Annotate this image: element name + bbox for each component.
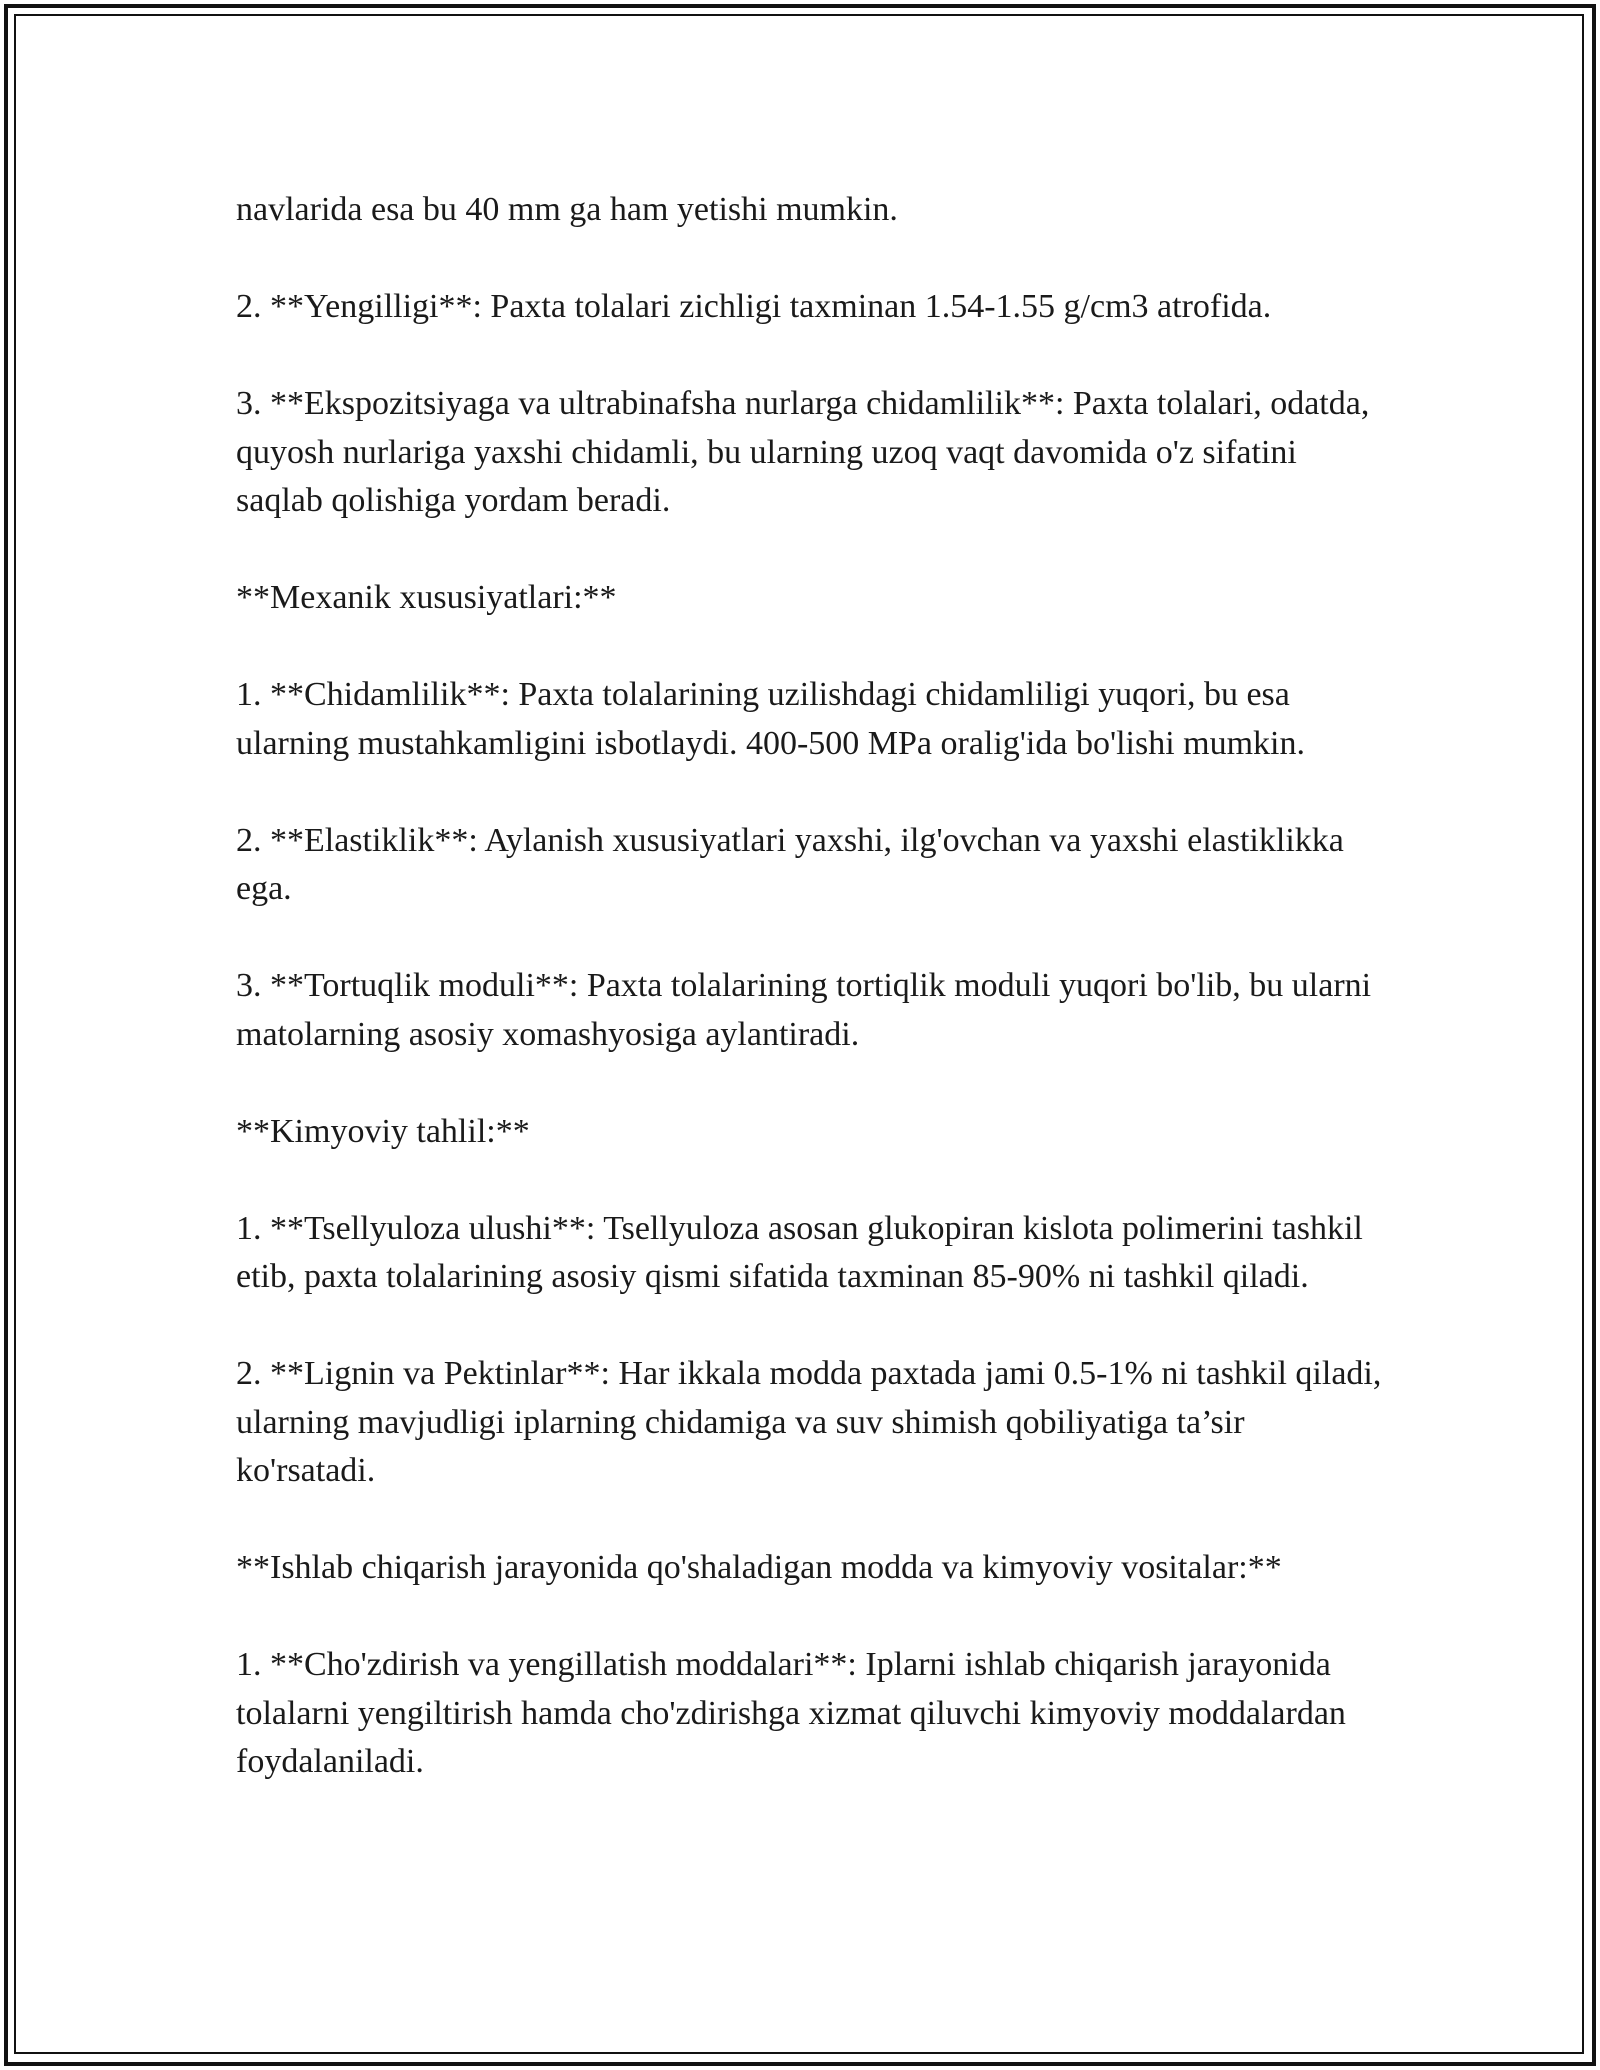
- paragraph-lightness: 2. **Yengilligi**: Paxta tolalari zichligi taxminan 1.54-1.55 g/cm3 atrofida.: [236, 288, 1272, 325]
- heading-mechanical-properties: **Mexanik xususiyatlari:**: [236, 579, 617, 616]
- heading-chemical-analysis: **Kimyoviy tahlil:**: [236, 1112, 530, 1150]
- paragraph-cellulose-share: 1. **Tsellyuloza ulushi**: Tsellyuloza asosan glukopiran kislota polimerini tashkil etib, paxta tolalarining asosiy qismi sifatida taxminan 85-90% ni tashkil qiladi.: [236, 1209, 1363, 1295]
- paragraph-durability: 1. **Chidamlilik**: Paxta tolalarining uzilishdagi chidamliligi yuqori, bu esa ularning mustahkamligini isbotlaydi. 400-500 MPa oralig'ida bo'lishi mumkin.: [236, 676, 1306, 762]
- paragraph-tensile-modulus: 3. **Tortuqlik moduli**: Paxta tolalarining tortiqlik moduli yuqori bo'lib, bu ularni matolarning asosiy xomashyosiga aylantiradi.: [236, 967, 1372, 1053]
- paragraph-elasticity: 2. **Elastiklik**: Aylanish xususiyatlari yaxshi, ilg'ovchan va yaxshi elastiklikka ega.: [236, 821, 1344, 907]
- paragraph-fiber-length-continued: navlarida esa bu 40 mm ga ham yetishi mumkin.: [236, 191, 898, 228]
- document-body: [236, 186, 1386, 1835]
- heading-production-additives: **Ishlab chiqarish jarayonida qo'shaladigan modda va kimyoviy vositalar:**: [236, 1549, 1282, 1586]
- paragraph-uv-resistance: 3. **Ekspozitsiyaga va ultrabinafsha nurlarga chidamlilik**: Paxta tolalari, odatda, quyosh nurlariga yaxshi chidamli, bu ularning uzoq vaqt davomida o'z sifatini saqlab qolishiga yordam beradi.: [236, 385, 1370, 519]
- paragraph-stretching-agents: 1. **Cho'zdirish va yengillatish moddalari**: Iplarni ishlab chiqarish jarayonida tolalarni yengiltirish hamda cho'zdirishga xizmat qiluvchi kimyoviy moddalardan foydalaniladi.: [236, 1646, 1346, 1780]
- paragraph-lignin-pectins: 2. **Lignin va Pektinlar**: Har ikkala modda paxtada jami 0.5-1% ni tashkil qiladi, ularning mavjudligi iplarning chidamiga va suv shimish qobiliyatiga ta’sir ko'rsatadi.: [236, 1355, 1382, 1489]
